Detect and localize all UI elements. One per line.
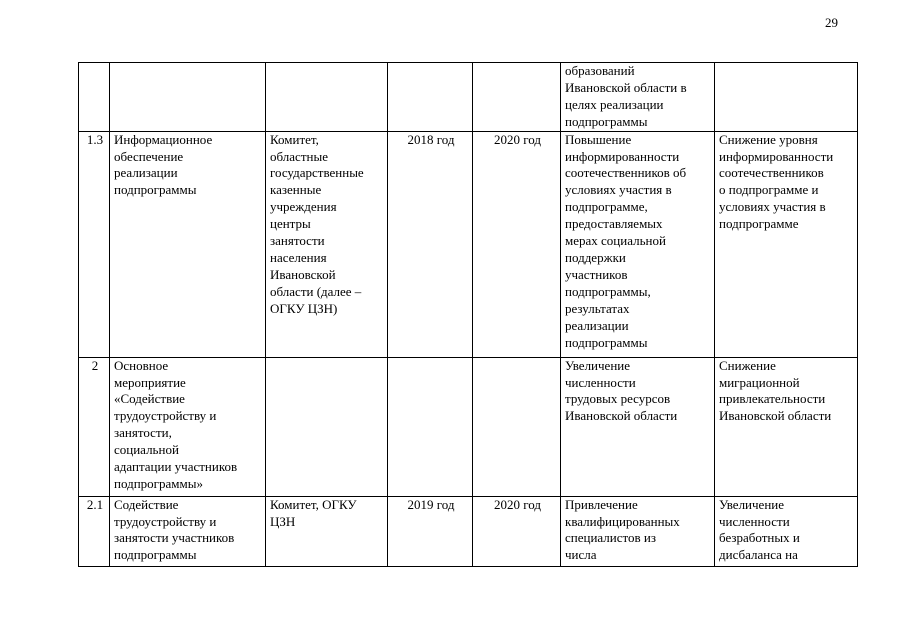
- cell-start-year: [388, 357, 473, 496]
- cell-effect: Снижение миграционной привлекательности Ивановской области: [715, 357, 858, 496]
- cell-executor: [266, 63, 388, 132]
- table-row: [79, 63, 858, 132]
- cell-result: Повышение информированности соотечественников об условиях участия в подпрограмме, предоставляемых мерах социальной поддержки участников подпрограммы, результатах реализации подпрограммы: [561, 131, 715, 357]
- cell-result: образований Ивановской области в целях реализации подпрограммы: [561, 63, 715, 132]
- table-row: [79, 496, 858, 566]
- cell-name: Основное мероприятие «Содействие трудоустройству и занятости, социальной адаптации участников подпрограммы»: [110, 357, 266, 496]
- cell-effect: Снижение уровня информированности соотечественников о подпрограмме и условиях участия в подпрограмме: [715, 131, 858, 357]
- cell-end-year: [473, 63, 561, 132]
- cell-end-year: 2020 год: [473, 131, 561, 357]
- cell-name: Информационное обеспечение реализации подпрограммы: [110, 131, 266, 357]
- table-row: [79, 357, 858, 496]
- cell-start-year: [388, 63, 473, 132]
- cell-end-year: 2020 год: [473, 496, 561, 566]
- cell-executor: [266, 357, 388, 496]
- table-row: [79, 131, 858, 357]
- program-table: [78, 62, 858, 567]
- page-number: 29: [825, 15, 838, 30]
- cell-number: 2.1: [79, 496, 110, 566]
- cell-start-year: 2018 год: [388, 131, 473, 357]
- cell-end-year: [473, 357, 561, 496]
- cell-effect: Увеличение численности безработных и дисбаланса на: [715, 496, 858, 566]
- cell-start-year: 2019 год: [388, 496, 473, 566]
- cell-number: 1.3: [79, 131, 110, 357]
- cell-result: Привлечение квалифицированных специалистов из числа: [561, 496, 715, 566]
- cell-executor: Комитет, областные государственные казенные учреждения центры занятости населения Ивановской области (далее – ОГКУ ЦЗН): [266, 131, 388, 357]
- cell-number: [79, 63, 110, 132]
- cell-name: Содействие трудоустройству и занятости участников подпрограммы: [110, 496, 266, 566]
- cell-name: [110, 63, 266, 132]
- cell-executor: Комитет, ОГКУ ЦЗН: [266, 496, 388, 566]
- cell-effect: [715, 63, 858, 132]
- cell-number: 2: [79, 357, 110, 496]
- cell-result: Увеличение численности трудовых ресурсов Ивановской области: [561, 357, 715, 496]
